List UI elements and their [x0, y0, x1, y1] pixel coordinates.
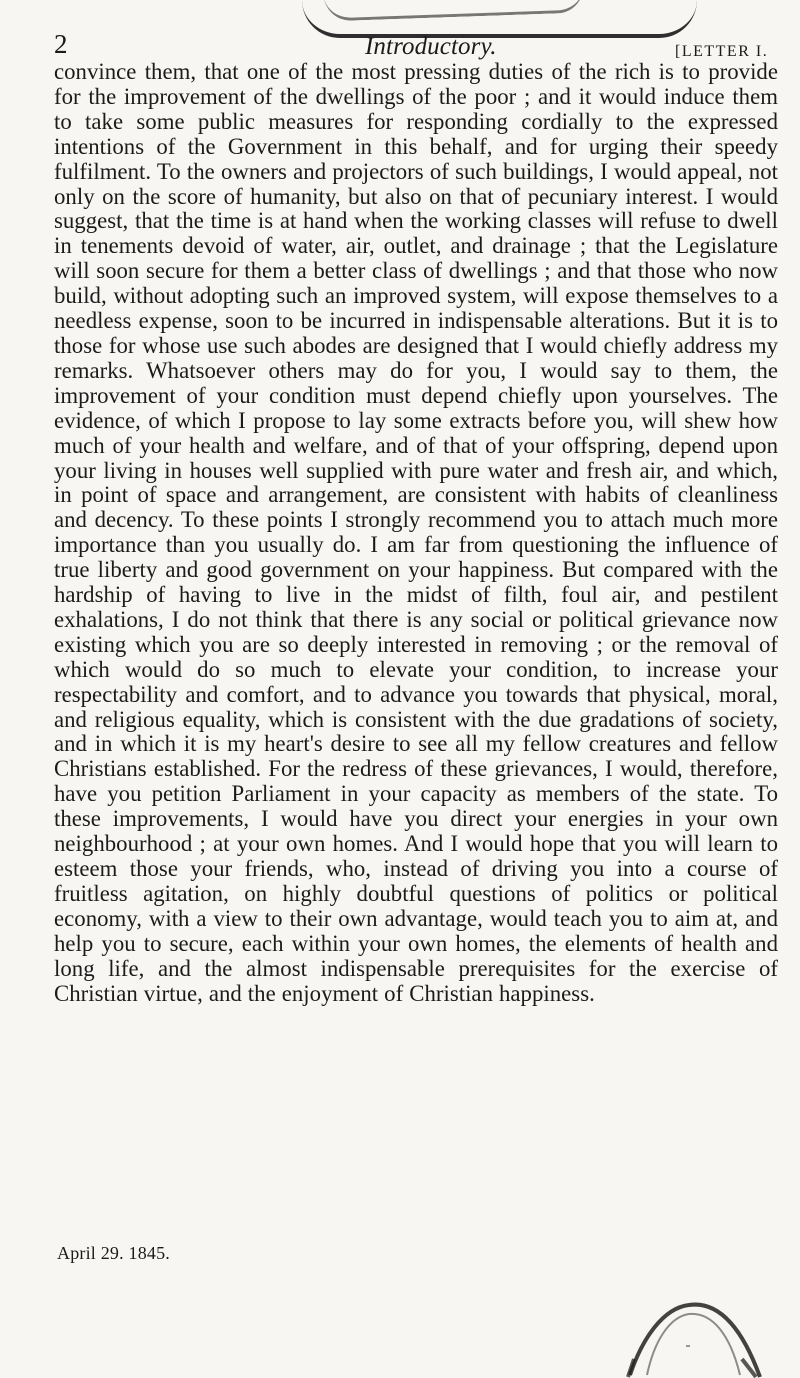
main-paragraph: convince them, that one of the most pressing duties of the rich is to provide for the improvement of the dwellings of the poor ; and it would induce them to take some public measures for responding cordially to the expressed intentions of the Government in this behalf, and for urging their speedy fulfilment. To the owners and projectors of such buildings, I would appeal, not only on the score of humanity, but also on that of pecuniary interest. I would suggest, that the time is at hand when the working classes will refuse to dwell in tenements devoid of water, air, outlet, and drainage ; that the Legislature will soon secure for them a better class of dwellings ; and that those who now build, without adopting such an improved system, will expose themselves to a needless expense, soon to be incurred in indispensable alterations. But it is to those for whose use such abodes are designed that I would chiefly address my remarks. Whatsoever others may do for you, I would say to them, the improvement of your condition must depend chiefly upon yourselves. The evidence, of which I propose to lay some extracts before you, will shew how much of your health and welfare, and of that of your offspring, depend upon your living in houses well supplied with pure water and fresh air, and which, in point of space and arrangement, are consistent with habits of cleanliness and decency. To these points I strongly recommend you to attach much more importance than you usually do. I am far from questioning the influence of true liberty and good government on your happiness. But compared with the hardship of having to live in the midst of filth, foul air, and pestilent exhalations, I do not think that there is any social or political grievance now existing which you are so deeply interested in removing ; or the removal of which would do so much to elevate your condition, to increase your respectability and comfort, and to advance you towards that physical, moral, and religious equality, which is consistent with the due gradations of society, and in which it is my heart's desire to see all my fellow creatures and fellow Christians established. For the redress of these grievances, I would, therefore, have you petition Parliament in your capacity as members of the state. To these improvements, I would have you direct your energies in your own neighbourhood ; at your own homes. And I would hope that you will learn to esteem those your friends, who, instead of driving you into a course of fruitless agitation, on highly doubtful questions of politics or political economy, with a view to their own advantage, would teach you to aim at, and help you to secure, each within your own homes, the elements of health and long life, and the almost indispensable prerequisites for the exercise of Christian virtue, and the enjoyment of Christian happiness.: [54, 59, 778, 1006]
body-text: [54, 60, 778, 1006]
date-line: April 29. 1845.: [57, 1243, 170, 1263]
page-number: 2: [54, 29, 68, 59]
running-head: Introductory.: [365, 33, 497, 60]
letter-heading: [LETTER I.: [675, 43, 769, 60]
page-header: [54, 31, 778, 59]
bottom-ink-mark: [614, 1297, 764, 1378]
